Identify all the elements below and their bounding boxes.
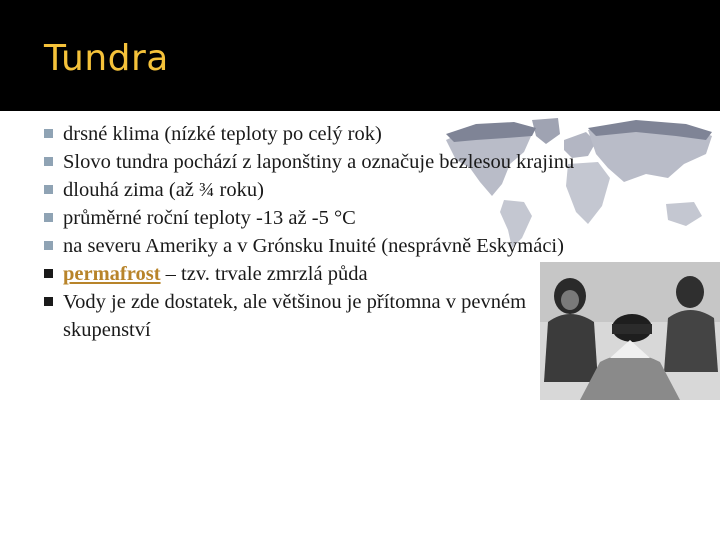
bullet-marker xyxy=(44,241,53,250)
list-item xyxy=(44,148,604,176)
permafrost-link[interactable]: permafrost xyxy=(63,263,161,285)
bullet-marker xyxy=(44,157,53,166)
list-item xyxy=(44,120,604,148)
bullet-text: průměrné roční teploty -13 až -5 °C xyxy=(63,207,356,229)
bullet-marker xyxy=(44,129,53,138)
list-item xyxy=(44,232,604,260)
list-item xyxy=(44,204,604,232)
bullet-text: dlouhá zima (až ¾ roku) xyxy=(63,179,264,201)
bullet-marker xyxy=(44,213,53,222)
list-item xyxy=(44,288,604,344)
bullet-list xyxy=(44,120,604,344)
bullet-text: na severu Ameriky a v Grónsku Inuité (nesprávně Eskymáci) xyxy=(63,235,564,257)
list-item xyxy=(44,260,604,288)
bullet-text: – tzv. trvale zmrzlá půda xyxy=(160,263,368,285)
bullet-marker xyxy=(44,185,53,194)
bullet-text: Vody je zde dostatek, ale většinou je přítomna v pevném skupenství xyxy=(63,291,527,341)
bullet-text: Slovo tundra pochází z laponštiny a označuje bezlesou krajinu xyxy=(63,151,575,173)
slide-title: Tundra xyxy=(44,38,169,79)
bullet-text: drsné klima (nízké teploty po celý rok) xyxy=(63,123,382,145)
title-bar xyxy=(0,0,720,111)
bullet-marker xyxy=(44,269,53,278)
list-item xyxy=(44,176,604,204)
bullet-marker xyxy=(44,297,53,306)
